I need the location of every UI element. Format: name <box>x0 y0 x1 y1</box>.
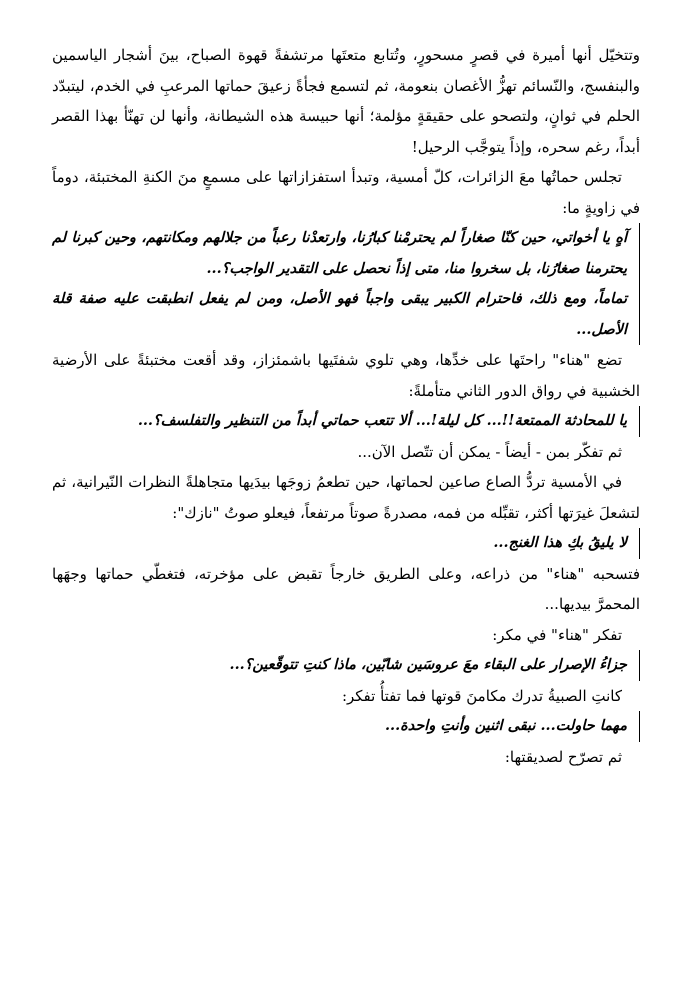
book-page <box>52 40 640 772</box>
dialogue-quote-2: تماماً، ومع ذلك، فاحترام الكبير يبقى واجباً فهو الأصل، ومن لم يفعل انطبقت عليه صفة قلة الأصل... <box>52 284 640 345</box>
dialogue-quote-3: يا للمحادثة الممتعة!!... كل ليلة!... ألا تتعب حماتي أبداً من التنظير والتفلسف؟... <box>52 406 640 437</box>
dialogue-quote-4: لا يليقُ بكِ هذا الغنج... <box>52 528 640 559</box>
paragraph-2: تجلس حماتُها معَ الزائرات، كلّ أمسية، وتبدأ استفزازاتها على مسمعٍ منَ الكنةِ المختبئة، دوماً في زاويةٍ ما: <box>52 168 640 217</box>
paragraph-9: ثم تصرّح لصديقتها: <box>504 747 622 766</box>
paragraph-5: في الأمسية تردُّ الصاع صاعين لحماتها، حين تطعمُ زوجَها بيدَيها متجاهلةً النظرات النّيرانية، ثم لتشعلَ غيرَتها أكثر، تقبِّله من فمه، مصدرةً صوتاً مرتفعاً، فيعلو صوتُ "نازك": <box>52 473 640 522</box>
dialogue-quote-1: آهٍ يا أخواتي، حين كنّا صغاراً لم يحترمْنا كبارُنا، وارتعدْنا رعباً من جلالهم ومكانتهم، وحين كبرنا لم يحترمنا صغارُنا، بل سخروا منا، متى إذاً نحصل على التقدير الواجب؟... <box>52 223 640 284</box>
dialogue-quote-6: مهما حاولت... نبقى اثنين وأنتِ واحدة... <box>52 711 640 742</box>
paragraph-4: ثم تفكّر بمن - أيضاً - يمكن أن تتّصل الآن... <box>357 442 622 461</box>
dialogue-quote-5: جزاءُ الإصرار على البقاء معَ عروسَين شابّين، ماذا كنتِ تتوقّعين؟... <box>52 650 640 681</box>
paragraph-6: فتسحبه "هناء" من ذراعه، وعلى الطريق خارجاً تقبض على مؤخرته، فتغطّي حماتها وجهَها المحمرَّ بيديها... <box>52 564 640 613</box>
paragraph-7: تفكر "هناء" في مكر: <box>492 625 622 644</box>
paragraph-1: وتتخيّل أنها أميرة في قصرٍ مسحورٍ، وتُتابع متعتَها مرتشفةً قهوة الصباح، بينَ أشجار الياسمين والبنفسج، والنّسائم تهزُّ الأغصان بنعومة، ثم لتسمع فجأةً زعيقَ حماتها المرعبِ في الخدم، ليتبدّد الحلم في ثوانٍ، ولتصحو على حقيقةٍ مؤلمة؛ أنها حبيسة هذه الشيطانة، وأنها لن تهنّأ بهذا القصر أبداً، رغم سحره، وإذاً يتوجَّب الرحيل! <box>52 46 640 156</box>
paragraph-8: كانتِ الصبيةُ تدرك مكامنَ قوتها فما تفتأُ تفكر: <box>341 686 622 705</box>
paragraph-3: تضع "هناء" راحتَها على خدِّها، وهي تلوي شفتَيها باشمئزاز، وقد أقعت مختبئةً على الأرضية الخشبية في رواق الدور الثاني متأملةً: <box>52 351 640 400</box>
